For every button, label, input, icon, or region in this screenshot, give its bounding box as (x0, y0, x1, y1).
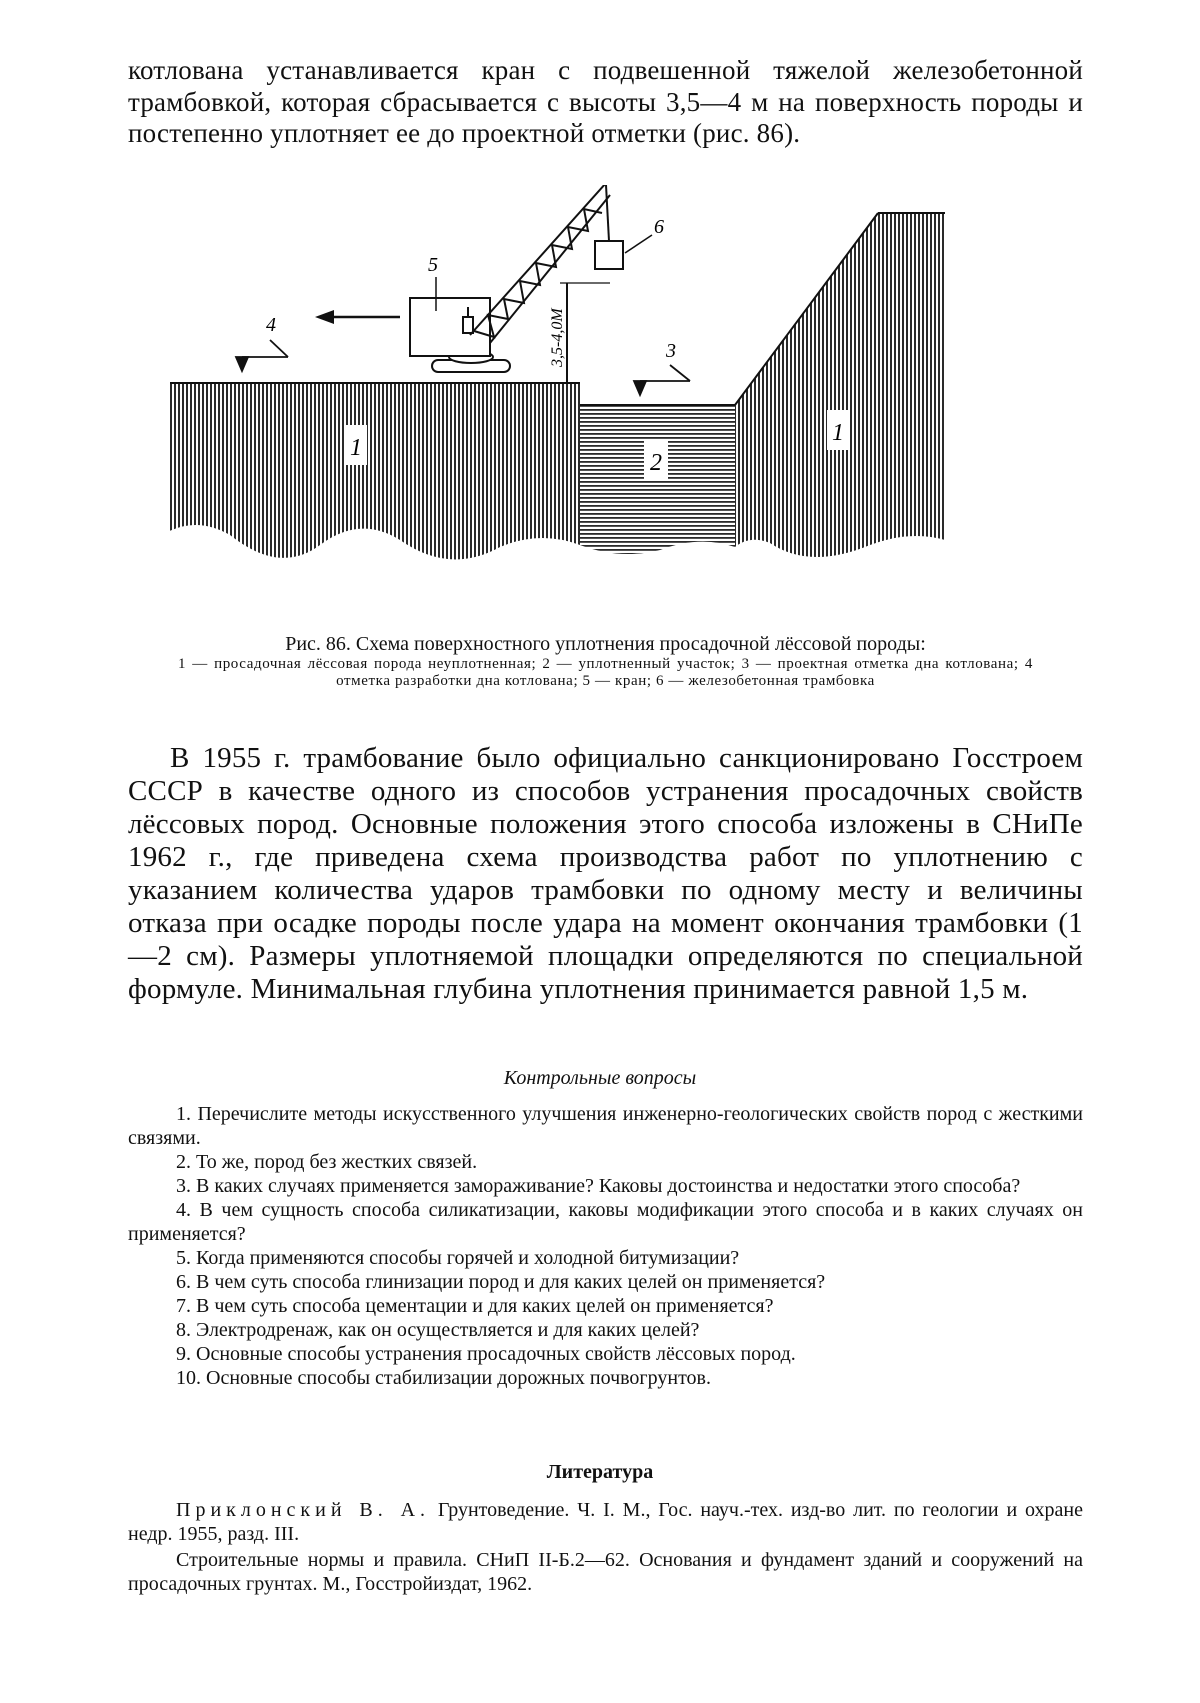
list-item: 5. Когда применяются способы горячей и холодной битумизации? (176, 1247, 740, 1269)
figure-86-diagram (170, 185, 1040, 595)
list-item: 4. В чем сущность способа силикатизации, каковы модификации этого способа и в каких случаях он применяется? (128, 1199, 1083, 1245)
concrete-tamper (595, 241, 623, 269)
list-item: 3. В каких случаях применяется замораживание? Каковы достоинства и недостатки этого способа? (176, 1175, 1021, 1197)
marker-6-label: 6 (654, 216, 664, 238)
questions-list (128, 1102, 1083, 1390)
references-list (128, 1498, 1083, 1598)
zone-1-right-label: 1 (832, 420, 844, 446)
zone-1-left-label: 1 (350, 435, 362, 461)
questions-heading: Контрольные вопросы (503, 1067, 697, 1089)
marker-6-leader (625, 235, 652, 253)
literature-heading: Литература (546, 1461, 654, 1483)
list-item: 10. Основные способы стабилизации дорожных почвогрунтов. (176, 1367, 711, 1389)
reference-author: Приклонский В. А. (176, 1499, 431, 1521)
list-item: 1. Перечислите методы искусственного улучшения инженерно-геологических свойств пород с жесткими связями. (128, 1103, 1083, 1149)
list-item: 6. В чем суть способа глинизации пород и для каких целей он применяется? (176, 1271, 826, 1293)
figure-caption (178, 632, 1033, 690)
drop-height-label: 3,5-4,0М (549, 308, 566, 367)
zone-2-label: 2 (650, 450, 662, 476)
marker-3-label: 3 (666, 340, 676, 362)
crane (410, 185, 610, 372)
caption-legend: 1 — просадочная лёссовая порода неуплотненная; 2 — уплотненный участок; 3 — проектная отметка дна котлована; 4 отметка разработки дна котлована; 5 — кран; 6 — железобетонная трамбовка (178, 656, 1033, 689)
list-item: 2. То же, пород без жестких связей. (176, 1151, 478, 1173)
intro-paragraph: котлована устанавливается кран с подвешенной тяжелой железобетонной трамбовкой, которая сбрасывается с высоты 3,5—4 м на поверхность породы и постепенно уплотняет ее до проектной отметки (рис. 86). (128, 55, 1083, 148)
marker-4-label: 4 (266, 314, 276, 336)
list-item: 9. Основные способы устранения просадочных свойств лёссовых пород. (176, 1343, 796, 1365)
marker-4-leader (236, 340, 288, 371)
caption-title: Рис. 86. Схема поверхностного уплотнения просадочной лёссовой породы: (285, 633, 926, 655)
marker-5-label: 5 (428, 254, 438, 276)
loess-left-mass (170, 383, 580, 559)
reference-item (128, 1548, 1083, 1596)
reference-text: Строительные нормы и правила. СНиП II-Б.2—62. Основания и фундамент зданий и сооружений на просадочных грунтах. М., Госстройиздат, 1962. (128, 1549, 1083, 1595)
drop-height-dimension (560, 283, 610, 383)
list-item: 8. Электродренаж, как он осуществляется и для каких целей? (176, 1319, 700, 1341)
reference-text: Грунтоведение. Ч. I. М., Гос. науч.-тех. изд-во лит. по геологии и охране недр. 1955, разд. III. (128, 1499, 1083, 1545)
direction-arrow (315, 310, 400, 324)
marker-3-leader (634, 365, 690, 395)
main-paragraph: В 1955 г. трамбование было официально санкционировано Госстроем СССР в качестве одного из способов устранения просадочных свойств лёссовых пород. Основные положения этого способа изложены в СНиПе 1962 г., где приведена схема производства работ по уплотнению с указанием количества ударов трамбовки по одному месту и величины отказа при осадке породы после удара на момент окончания трамбовки (1—2 см). Размеры уплотняемой площадки определяются по специальной формуле. Минимальная глубина уплотнения принимается равной 1,5 м. (128, 742, 1083, 1005)
reference-item (128, 1498, 1083, 1546)
list-item: 7. В чем суть способа цементации и для каких целей он применяется? (176, 1295, 774, 1317)
